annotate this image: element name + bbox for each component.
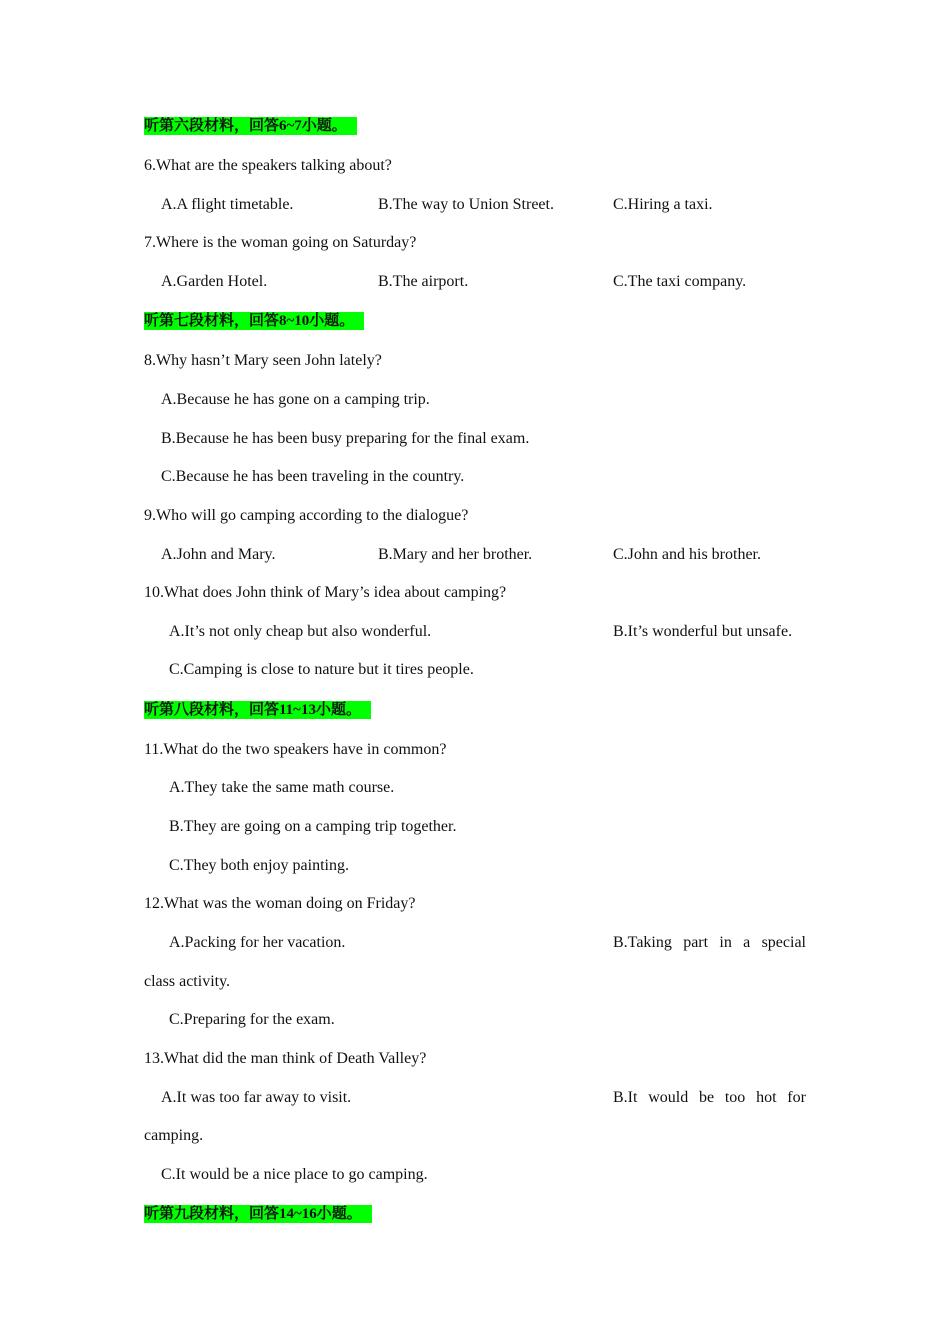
word: special xyxy=(761,934,806,951)
word: a xyxy=(743,934,751,951)
highlighted-heading: 听第七段材料，回答8~10小题。 xyxy=(144,312,364,330)
question-13-option-b-continuation: camping. xyxy=(144,1127,204,1144)
question-11-option-a: A.They take the same math course. xyxy=(169,779,395,796)
question-11-stem: 11.What do the two speakers have in common? xyxy=(144,741,447,758)
question-6-stem: 6.What are the speakers talking about? xyxy=(144,157,392,174)
question-8-option-b: B.Because he has been busy preparing for the final exam. xyxy=(161,430,530,447)
question-12-option-c: C.Preparing for the exam. xyxy=(169,1011,335,1028)
question-9-option-b: B.Mary and her brother. xyxy=(378,546,533,563)
question-12-option-a: A.Packing for her vacation. xyxy=(169,934,346,951)
question-10-option-c: C.Camping is close to nature but it tires people. xyxy=(169,661,474,678)
question-9-stem: 9.Who will go camping according to the dialogue? xyxy=(144,507,469,524)
question-11-option-c: C.They both enjoy painting. xyxy=(169,857,349,874)
word: B.Taking xyxy=(613,934,672,951)
question-12-stem: 12.What was the woman doing on Friday? xyxy=(144,895,416,912)
section-heading-8 xyxy=(144,700,371,720)
word: part xyxy=(683,934,709,951)
question-6-option-a: A.A flight timetable. xyxy=(161,196,294,213)
word: hot xyxy=(756,1089,777,1106)
question-7-option-b: B.The airport. xyxy=(378,273,469,290)
word: too xyxy=(724,1089,746,1106)
question-10-option-a: A.It’s not only cheap but also wonderful. xyxy=(169,623,432,640)
question-6-option-c: C.Hiring a taxi. xyxy=(613,196,713,213)
question-10-option-b: B.It’s wonderful but unsafe. xyxy=(613,623,793,640)
section-heading-6 xyxy=(144,116,357,136)
question-13-option-b xyxy=(613,1088,806,1108)
question-10-stem: 10.What does John think of Mary’s idea about camping? xyxy=(144,584,507,601)
question-12-option-b-continuation: class activity. xyxy=(144,973,231,990)
word: in xyxy=(719,934,732,951)
highlighted-heading: 听第八段材料，回答11~13小题。 xyxy=(144,701,371,719)
word: be xyxy=(698,1089,715,1106)
question-11-option-b: B.They are going on a camping trip together. xyxy=(169,818,457,835)
section-heading-9 xyxy=(144,1204,372,1224)
highlighted-heading: 听第九段材料，回答14~16小题。 xyxy=(144,1205,372,1223)
question-13-option-c: C.It would be a nice place to go camping. xyxy=(161,1166,428,1183)
question-8-option-a: A.Because he has gone on a camping trip. xyxy=(161,391,430,408)
question-9-option-a: A.John and Mary. xyxy=(161,546,276,563)
question-12-option-b xyxy=(613,933,806,953)
question-8-stem: 8.Why hasn’t Mary seen John lately? xyxy=(144,352,382,369)
highlighted-heading: 听第六段材料，回答6~7小题。 xyxy=(144,117,357,135)
question-13-stem: 13.What did the man think of Death Valley? xyxy=(144,1050,427,1067)
question-6-option-b: B.The way to Union Street. xyxy=(378,196,554,213)
word: would xyxy=(648,1089,689,1106)
question-7-option-a: A.Garden Hotel. xyxy=(161,273,268,290)
word: B.It xyxy=(613,1089,638,1106)
question-13-option-a: A.It was too far away to visit. xyxy=(161,1089,352,1106)
question-7-stem: 7.Where is the woman going on Saturday? xyxy=(144,234,417,251)
question-9-option-c: C.John and his brother. xyxy=(613,546,761,563)
word: for xyxy=(787,1089,806,1106)
question-7-option-c: C.The taxi company. xyxy=(613,273,747,290)
question-8-option-c: C.Because he has been traveling in the country. xyxy=(161,468,465,485)
section-heading-7 xyxy=(144,311,364,331)
